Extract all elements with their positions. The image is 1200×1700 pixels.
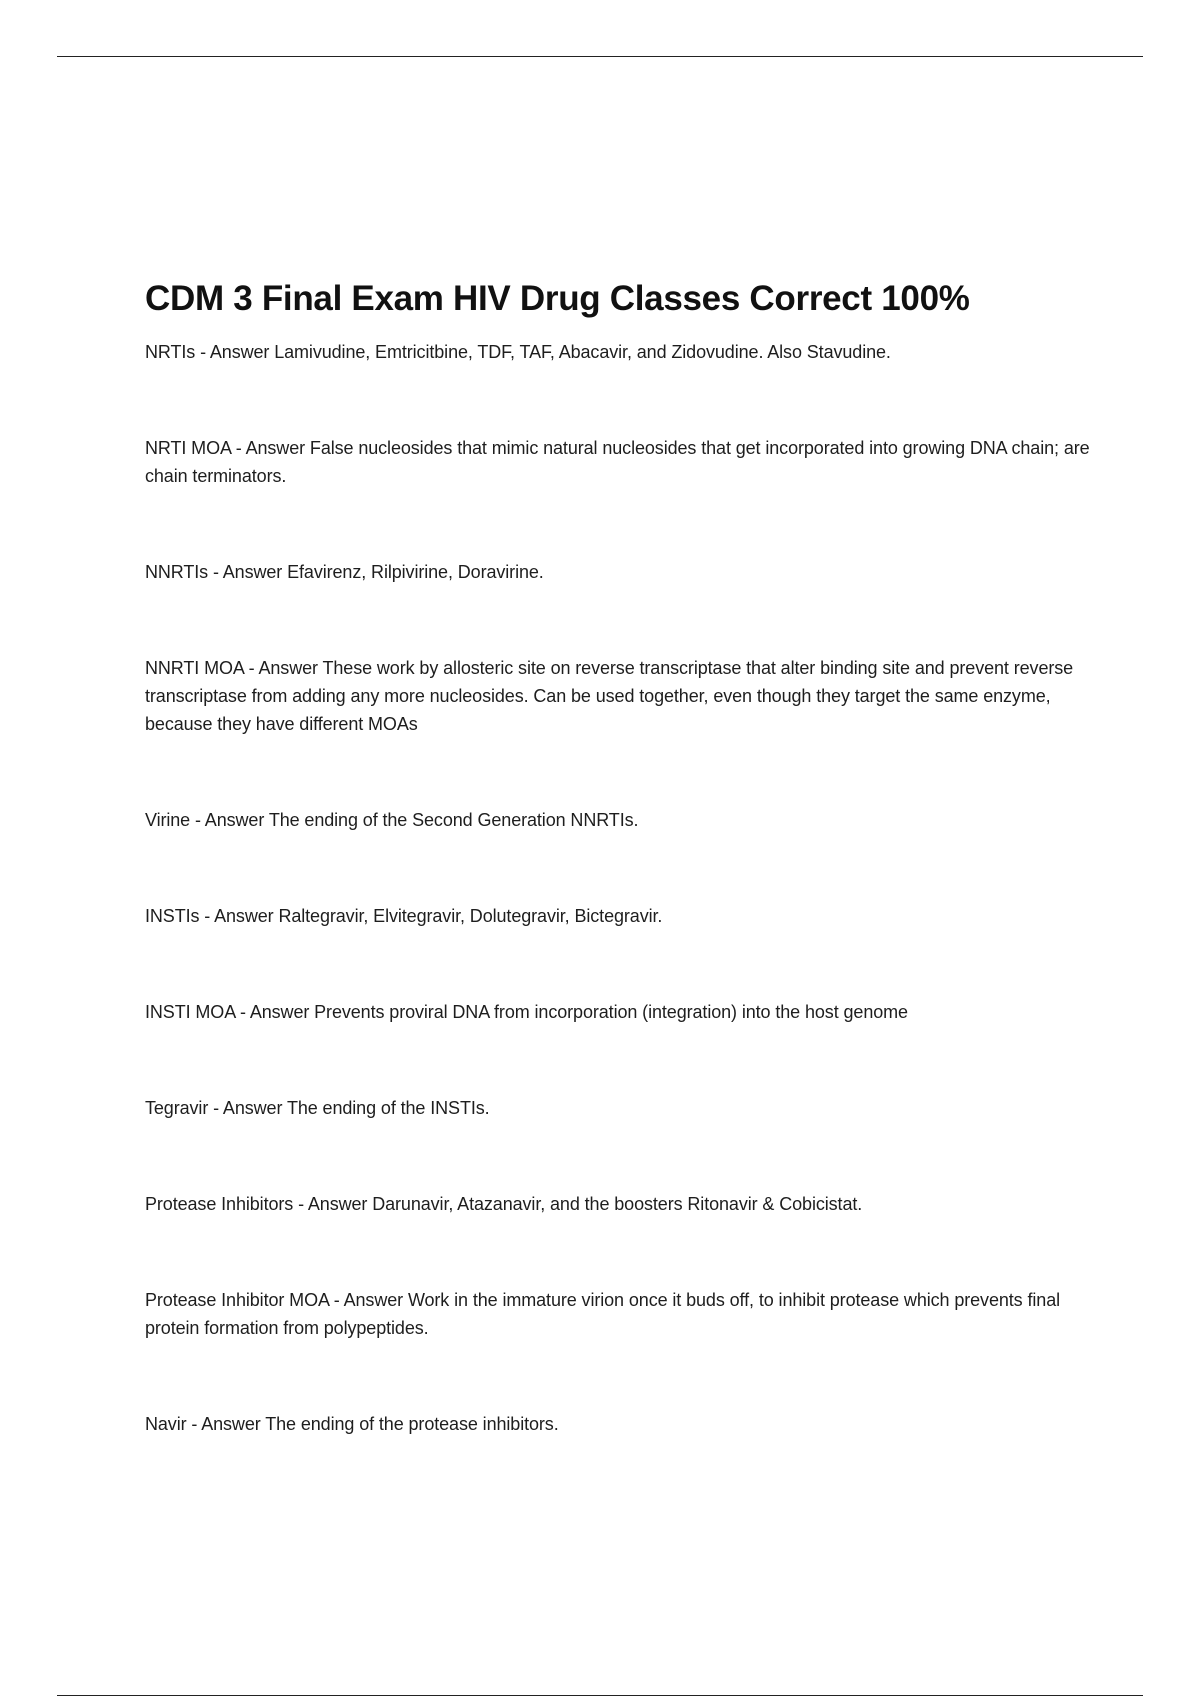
qa-answer: Efavirenz, Rilpivirine, Doravirine. [287,562,544,582]
document-title: CDM 3 Final Exam HIV Drug Classes Correct 100% [145,279,970,318]
qa-answer: The ending of the INSTIs. [286,1098,490,1118]
qa-term: Navir [145,1414,187,1434]
qa-separator: - Answer [208,1098,287,1118]
qa-answer: These work by allosteric site on reverse transcriptase that alter binding site and prevent reverse transcriptase from adding any more nucleosides. Can be used together, even though they target the same enzyme, because they have different MOAs [145,658,1074,734]
qa-item-navir [145,1410,1095,1438]
qa-term: NRTI MOA [145,438,231,458]
qa-answer: The ending of the protease inhibitors. [265,1414,559,1434]
qa-term: NNRTIs [145,562,209,582]
qa-item-insti-moa [145,998,1095,1026]
qa-term: Tegravir [145,1098,209,1118]
qa-separator: - Answer [328,1290,408,1310]
qa-term: NNRTI MOA [145,658,244,678]
qa-separator: - Answer [190,810,269,830]
footer-rule [57,1695,1143,1696]
qa-item-protease-inhibitors [145,1190,1095,1218]
qa-term: NRTIs [145,342,196,362]
qa-term: Protease Inhibitor MOA [145,1290,329,1310]
header-rule [57,56,1143,57]
qa-separator: - Answer [243,658,323,678]
qa-term: Virine [145,810,191,830]
qa-term: INSTIs [145,906,200,926]
qa-item-nrtis [145,338,1095,366]
qa-separator: - Answer [208,562,288,582]
qa-separator: - Answer [230,438,310,458]
qa-answer: Raltegravir, Elvitegravir, Dolutegravir, Bictegravir. [278,906,663,926]
qa-separator: - Answer [235,1002,315,1022]
qa-answer: The ending of the Second Generation NNRTIs. [268,810,639,830]
qa-answer: Prevents proviral DNA from incorporation (integration) into the host genome [314,1002,908,1022]
qa-item-instis [145,902,1095,930]
qa-item-tegravir [145,1094,1095,1122]
qa-answer: Work in the immature virion once it buds off, to inhibit protease which prevents final protein formation from polypeptides. [145,1290,1061,1338]
qa-separator: - Answer [186,1414,266,1434]
qa-separator: - Answer [195,342,275,362]
qa-item-nnrtis [145,558,1095,586]
qa-answer: False nucleosides that mimic natural nucleosides that get incorporated into growing DNA chain; are chain terminators. [145,438,1090,486]
document-body [145,272,1095,1438]
qa-separator: - Answer [199,906,279,926]
qa-item-nnrti-moa [145,654,1095,738]
qa-item-virine [145,806,1095,834]
qa-item-nrti-moa [145,434,1095,490]
qa-term: Protease Inhibitors [145,1194,294,1214]
qa-item-protease-inhibitor-moa [145,1286,1095,1342]
qa-answer: Darunavir, Atazanavir, and the boosters Ritonavir & Cobicistat. [372,1194,863,1214]
qa-separator: - Answer [293,1194,373,1214]
qa-answer: Lamivudine, Emtricitbine, TDF, TAF, Abacavir, and Zidovudine. Also Stavudine. [274,342,891,362]
qa-list [145,338,1095,1438]
qa-term: INSTI MOA [145,1002,236,1022]
